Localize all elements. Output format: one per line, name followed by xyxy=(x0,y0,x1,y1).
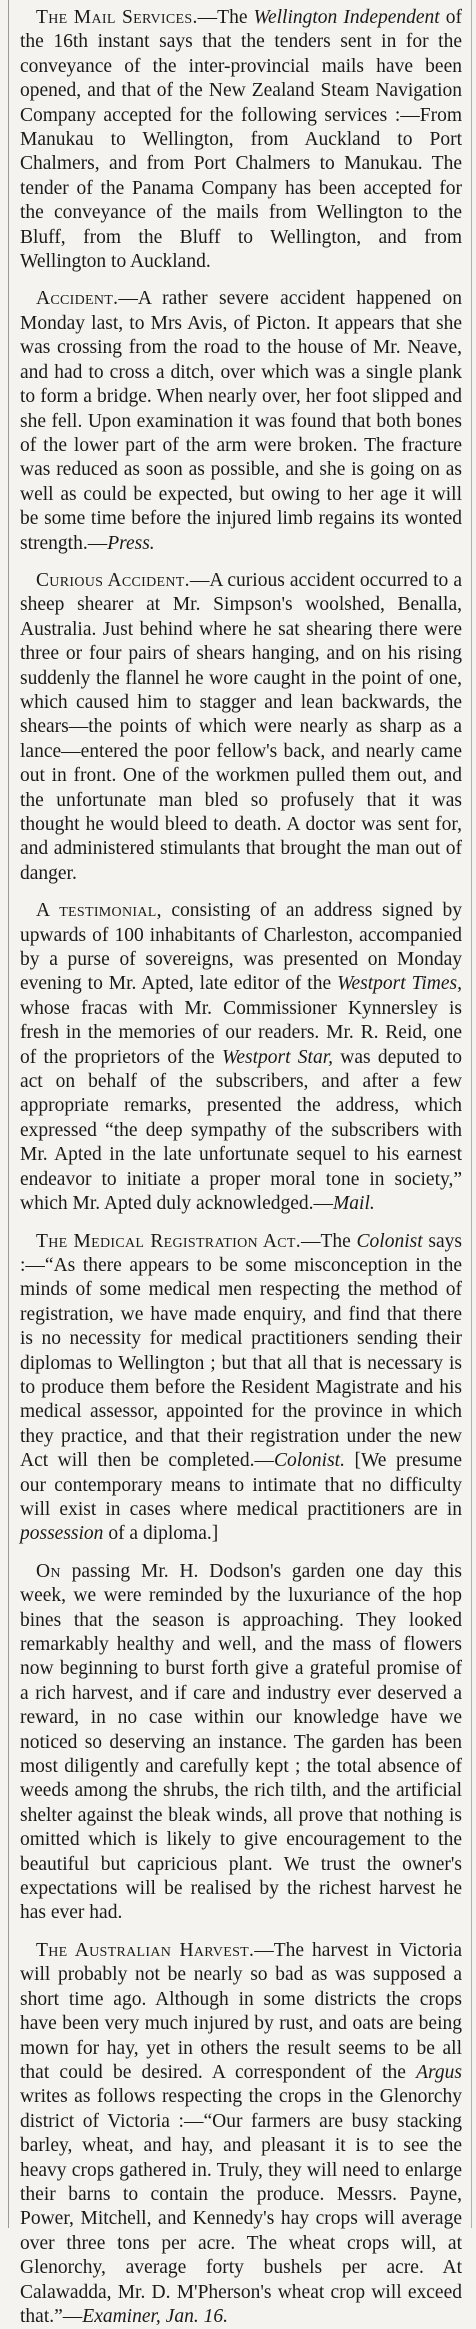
article-heading: Accident. xyxy=(36,288,119,310)
article-medical-registration: The Medical Registration Act.—The Colonist says :—“As there appears to be some misconception in the minds of some medical men respecting the method of registration, we have made enquiry, and find that there is no necessity for medical practitioners sending their diplomas to Wellington ; but that all that is necessary is to produce them before the Resident Magistrate and his medical assessor, appointed for the province in which they practice, and that their registration under the new Act will then be completed.—Colonist. [We presume our contemporary means to intimate that no difficulty will exist in cases where medical practitioners are in possession of a diploma.] xyxy=(20,1230,463,1545)
article-curious-accident: Curious Accident.—A curious accident occurred to a sheep shearer at Mr. Simpson's woolshed, Benalla, Australia. Just behind where he sat shearing there were three or four pairs of shears hanging, and on his rising suddenly the flannel he wore caught in the point of one, which caused him to stagger and lean backwards, the shears—the points of which were nearly as sharp as a lance—entered the poor fellow's back, and nearly came out in front. One of the workmen pulled them out, and the unfortunate man bled so profusely that it was thought he would bleed to death. A doctor was sent for, and administered stimulants that brought the man out of danger. xyxy=(20,569,462,884)
article-heading: Curious Accident. xyxy=(36,569,190,591)
article-hop-garden: On passing Mr. H. Dodson's garden one day this week, we were reminded by the luxuriance of the hop bines that the season is approaching. They looked remarkably healthy and well, and the mass of flowers now beginning to burst forth give a grateful promise of a rich harvest, and if care and industry ever deserved a reward, in no case within our knowledge have we noticed so deserving an instance. The garden has been most diligently and carefully kept ; the total absence of weeds among the shrubs, the rich tilth, and the artificial shelter against the bleak winds, all prove that nothing is omitted which is likely to give encouragement to the beautiful but capricious plant. We trust the owner's expectations will be realised by the richest harvest he has ever had. xyxy=(20,1560,462,1924)
article-heading: The Australian Harvest. xyxy=(36,1939,255,1961)
source-credit: Examiner, Jan. 16. xyxy=(82,2305,228,2327)
column-rule-right xyxy=(471,0,472,2228)
article-heading: The Medical Registration Act. xyxy=(36,1230,301,1252)
article-heading: On xyxy=(36,1560,61,1582)
column-rule-left xyxy=(8,0,9,2228)
newspaper-name: Argus xyxy=(416,2061,462,2083)
article-mail-services: The Mail Services.—The Wellington Independent of the 16th instant says that the tenders sent in for the conveyance of the inter-provincial mails have been opened, and that of the New Zealand Steam Navigation Company accepted for the following services :—From Manukau to Wellington, from Auckland to Port Chalmers, and from Port Chalmers to Manukau. The tender of the Panama Company has been accepted for the conveyance of the mails from Wellington to the Bluff, from the Bluff to Wellington, and from Wellington to Auckland. xyxy=(20,7,462,273)
newspaper-name: Westport Star, xyxy=(221,1046,334,1068)
newspaper-name: Colonist xyxy=(356,1230,423,1252)
article-heading: A testimonial, xyxy=(36,900,162,922)
newspaper-name: Wellington Independent xyxy=(253,7,440,28)
source-credit: Colonist. xyxy=(274,1450,345,1472)
emphasis: possession xyxy=(20,1523,104,1545)
newspaper-name: Westport Times, xyxy=(337,973,462,995)
article-australian-harvest: The Australian Harvest.—The harvest in Victoria will probably not be nearly so bad as was supposed a short time ago. Although in some districts the crops have been very much injured by rust, and oats are being mown for hay, yet in others the result seems to be all that could be desired. A correspondent of the Argus writes as follows respecting the crops in the Glenorchy district of Victoria :—“Our farmers are busy stacking barley, wheat, and hay, and pleasant it is to see the heavy crops gathered in. Truly, they will need to enlarge their barns to contain the produce. Messrs. Payne, Power, Mitchell, and Kennedy's hay crops will average over three tons per acre. The wheat crops will, at Glenorchy, average forty bushels per acre. At Calawadda, Mr. D. M'Pherson's wheat crop will exceed that.”—Examiner, Jan. 16. xyxy=(20,1939,462,2327)
article-accident: Accident.—A rather severe accident happened on Monday last, to Mrs Avis, of Picton. It appears that she was crossing from the road to the house of Mr. Neave, and had to cross a ditch, over which was a single plank to form a bridge. When nearly over, her foot slipped and she fell. Upon examination it was found that both bones of the lower part of the arm were broken. The fracture was reduced as soon as possible, and she is going on as well as could be expected, but owing to her age it will be some time before the injured limb regains its wonted strength.—Press. xyxy=(20,288,462,554)
article-heading: The Mail Services. xyxy=(36,7,198,28)
article-testimonial: A testimonial, consisting of an address signed by upwards of 100 inhabitants of Charleston, accompanied by a purse of sovereigns, was presented on Monday evening to Mr. Apted, late editor of the Westport Times, whose fracas with Mr. Commissioner Kynnersley is fresh in the memories of our readers. Mr. R. Reid, one of the proprietors of the Westport Star, was deputed to act on behalf of the subscribers, and after a few appropriate remarks, presented the address, which expressed “the deep sympathy of the subscribers with Mr. Apted in the late unfortunate sequel to his earnest endeavor to initiate a proper moral tone in society,” which Mr. Apted duly acknowledged.—Mail. xyxy=(20,900,462,1215)
source-credit: Mail. xyxy=(333,1193,375,1215)
source-credit: Press. xyxy=(107,532,155,554)
